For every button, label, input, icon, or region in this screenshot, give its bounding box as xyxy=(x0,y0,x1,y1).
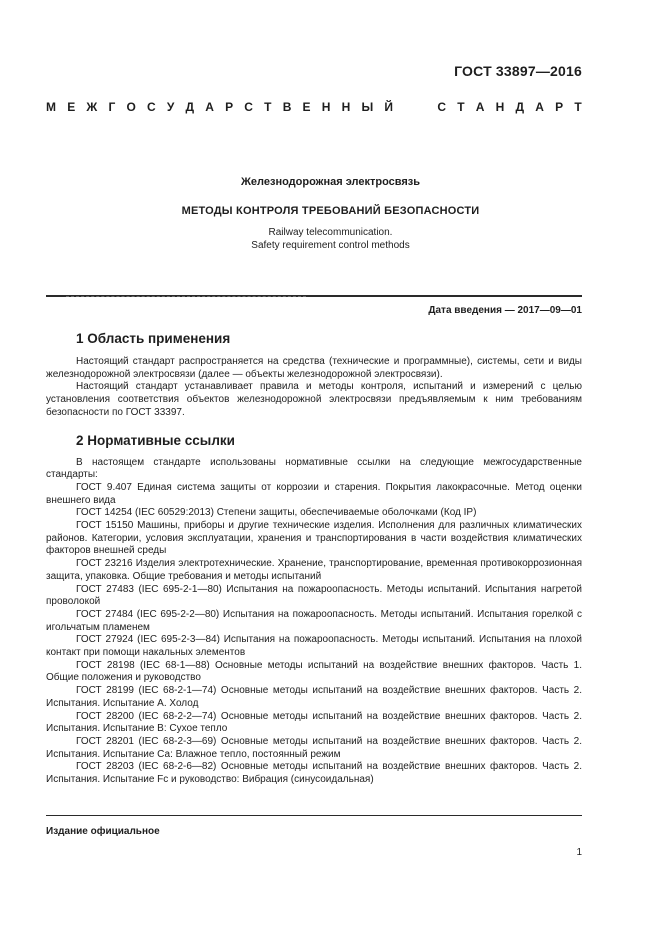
banner-letter: Т xyxy=(574,100,582,114)
section-heading-references: 2 Нормативные ссылки xyxy=(76,432,235,448)
banner-letter: С xyxy=(146,100,156,114)
scope-paragraph: Настоящий стандарт устанавливает правила и методы контроля, испытаний и измерений с целью установления соответствия объектов железнодорожной электросвязи предъявляемым к ним требованиям безопасности по ГОСТ 33397. xyxy=(46,381,582,418)
banner-letter: Е xyxy=(67,100,76,114)
banner-letter: А xyxy=(535,100,544,114)
header-rule xyxy=(46,295,582,297)
banner-letter: С xyxy=(437,100,447,114)
banner-letter: М xyxy=(46,100,56,114)
reference-item: ГОСТ 28199 (IEC 68-2-1—74) Основные методы испытаний на воздействие внешних факторов. Часть 2. Испытания. Испытание А. Холод xyxy=(46,685,582,709)
references-intro: В настоящем стандарте использованы нормативные ссылки на следующие межгосударственные стандарты: xyxy=(46,456,582,481)
banner-letter: У xyxy=(166,100,175,114)
banner-letter: В xyxy=(282,100,292,114)
scope-paragraph: Настоящий стандарт распространяется на средства (технические и программные), системы, сети и виды железнодорожной электросвязи (далее — объекты железнодорожной электросвязи). xyxy=(46,356,582,380)
reference-item: ГОСТ 14254 (IEC 60529:2013) Степени защиты, обеспечиваемые оболочками (Код IP) xyxy=(76,507,477,519)
official-edition-label: Издание официальное xyxy=(46,826,160,837)
footer-rule xyxy=(46,815,582,816)
banner-letter: Н xyxy=(321,100,331,114)
reference-item: ГОСТ 28203 (IEC 68-2-6—82) Основные методы испытаний на воздействие внешних факторов. Часть 2. Испытания. Испытание Fc и руководство: Вибрация (синусоидальная) xyxy=(46,761,582,786)
section-heading-scope: 1 Область применения xyxy=(76,331,231,346)
reference-item: ГОСТ 28200 (IEC 68-2-2—74) Основные методы испытаний на воздействие внешних факторов. Часть 2. Испытания. Испытание В: Сухое тепло xyxy=(46,710,582,735)
document-number: ГОСТ 33897—2016 xyxy=(454,63,582,79)
document-title: МЕТОДЫ КОНТРОЛЯ ТРЕБОВАНИЙ БЕЗОПАСНОСТИ xyxy=(181,205,480,217)
reference-item: ГОСТ 28201 (IEC 68-2-3—69) Основные методы испытаний на воздействие внешних факторов. Часть 2. Испытания. Испытание Са: Влажное тепло, постоянный режим xyxy=(46,735,582,760)
banner-letter: Ж xyxy=(86,100,98,114)
english-title-line: Railway telecommunication. xyxy=(268,227,393,238)
banner-letter: Й xyxy=(384,100,394,114)
introduction-date: Дата введения — 2017—09—01 xyxy=(428,305,582,316)
banner-letter: Д xyxy=(515,100,525,114)
document-subject: Железнодорожная электросвязь xyxy=(240,176,421,188)
banner-letter: Т xyxy=(264,100,272,114)
banner-letter: Т xyxy=(457,100,465,114)
page-number: 1 xyxy=(576,847,582,858)
banner-letter: Н xyxy=(341,100,351,114)
reference-item: ГОСТ 27484 (IEC 695-2-2—80) Испытания на пожароопасность. Методы испытаний. Испытания горелкой с игольчатым пламенем xyxy=(46,608,582,633)
document-body xyxy=(46,330,582,787)
banner-letter: Н xyxy=(495,100,505,114)
interstate-standard-banner xyxy=(46,100,582,114)
document-title-english xyxy=(0,227,661,252)
reference-item: ГОСТ 15150 Машины, приборы и другие технические изделия. Исполнения для различных климатических районов. Категории, условия эксплуатации, хранения и транспортирования в части воздействия климатических факторов внешней среды xyxy=(46,520,582,557)
reference-item: ГОСТ 23216 Изделия электротехнические. Хранение, транспортирование, временная противокоррозионная защита, упаковка. Общие требования и методы испытаний xyxy=(46,558,582,582)
banner-letter: О xyxy=(126,100,136,114)
english-title-line: Safety requirement control methods xyxy=(251,239,410,251)
banner-letter: Р xyxy=(555,100,564,114)
banner-letter: А xyxy=(475,100,485,114)
banner-letter: Р xyxy=(225,100,234,114)
reference-item: ГОСТ 28198 (IEC 68-1—88) Основные методы испытаний на воздействие внешних факторов. Часть 1. Общие положения и руководство xyxy=(46,659,582,684)
banner-letter: С xyxy=(244,100,253,114)
reference-item: ГОСТ 27924 (IEC 695-2-3—84) Испытания на пожароопасность. Методы испытаний. Испытания на плохой контакт при помощи накальных элементов xyxy=(46,634,582,659)
banner-letter: Ы xyxy=(361,100,374,114)
banner-letter: Г xyxy=(108,100,116,114)
banner-letter: А xyxy=(205,100,214,114)
banner-letter: Д xyxy=(185,100,195,114)
banner-letter: Е xyxy=(302,100,311,114)
reference-item: ГОСТ 27483 (IEC 695-2-1—80) Испытания на пожароопасность. Методы испытаний. Испытания нагретой проволокой xyxy=(46,583,582,608)
reference-item: ГОСТ 9.407 Единая система защиты от коррозии и старения. Покрытия лакокрасочные. Метод оценки внешнего вида xyxy=(46,481,582,506)
